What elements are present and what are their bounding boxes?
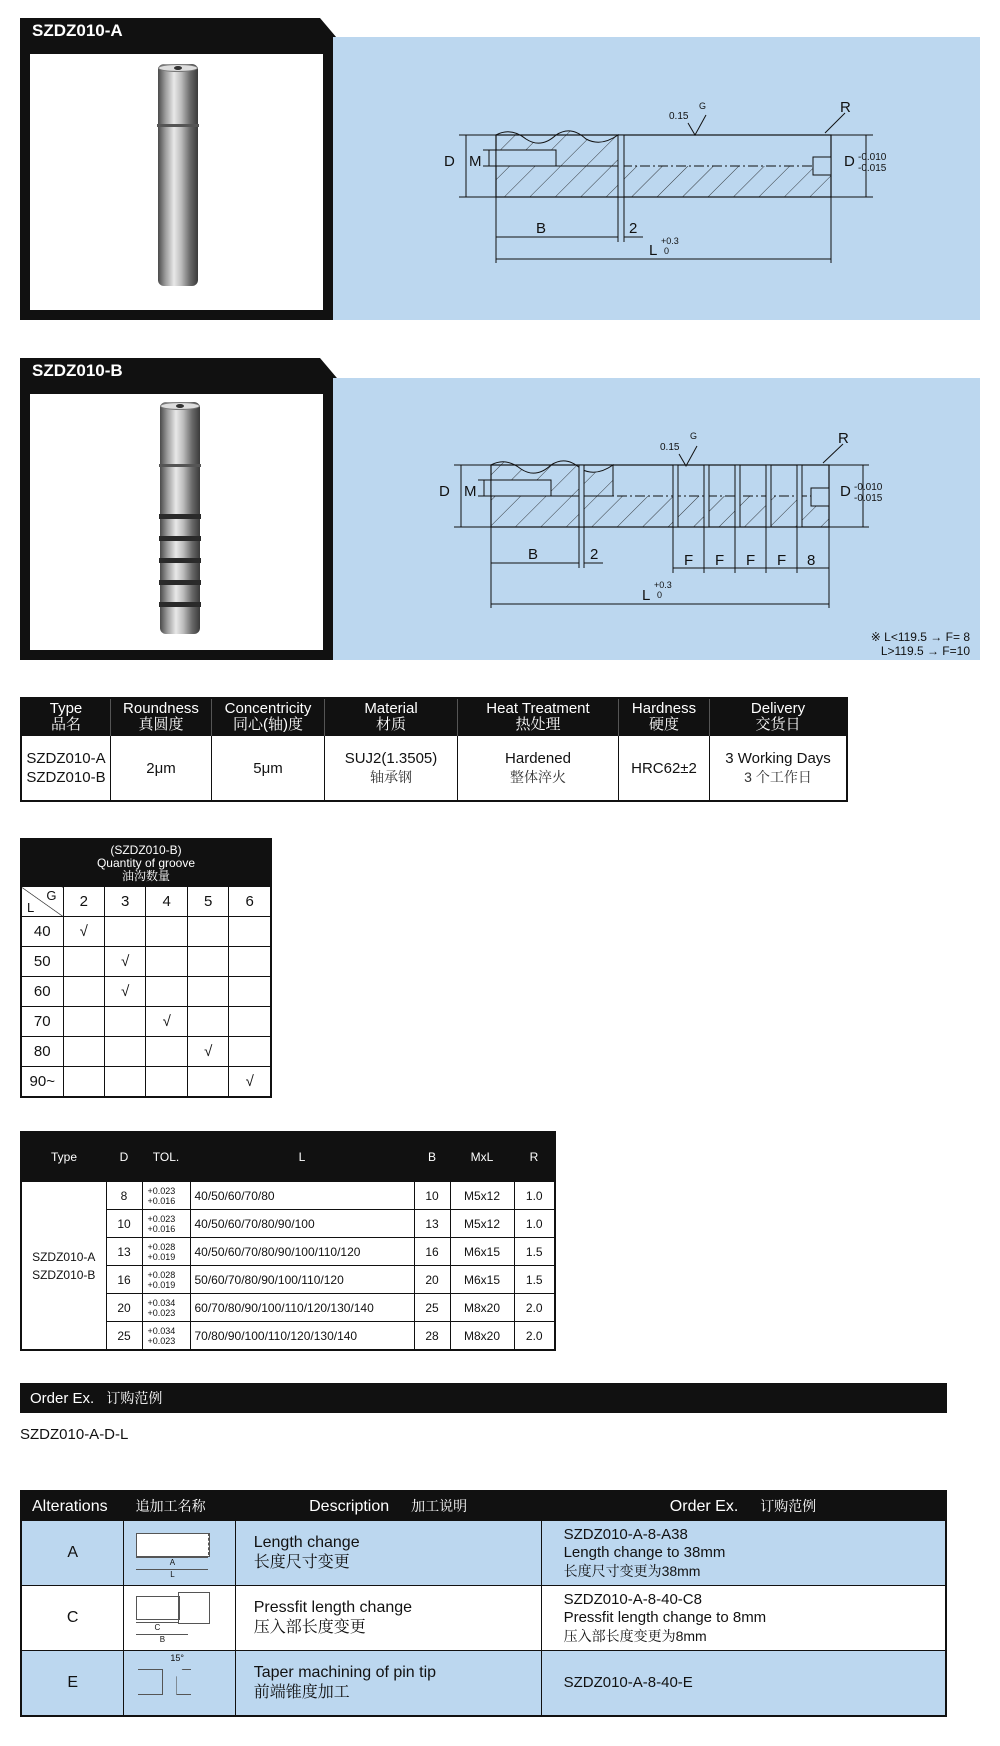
f-note-1: ※ L<119.5 → F= 8 bbox=[870, 630, 970, 644]
alt-code: C bbox=[21, 1586, 124, 1651]
groove-title: (SZDZ010-B) Quantity of groove 油沟数量 bbox=[21, 839, 271, 887]
dim-h-b: B bbox=[414, 1132, 450, 1182]
order-code: SZDZ010-A-D-L bbox=[20, 1426, 129, 1443]
dim-d-tol-lower: -0.015 bbox=[858, 163, 887, 174]
panel-a-drawing bbox=[333, 37, 980, 320]
alterations-table bbox=[20, 1490, 947, 1717]
dim-h-mxl: MxL bbox=[450, 1132, 514, 1182]
dim-d-left: D bbox=[444, 153, 455, 170]
groove-row bbox=[21, 1037, 271, 1067]
groove-cell: √ bbox=[146, 1007, 187, 1037]
spec-hardness: HRC62±2 bbox=[619, 736, 710, 802]
panel-a-title: SZDZ010-A bbox=[20, 18, 320, 44]
groove-col: 4 bbox=[146, 887, 187, 917]
groove-cell bbox=[104, 1067, 145, 1098]
groove-length: 70 bbox=[21, 1007, 63, 1037]
dim-8: 8 bbox=[807, 552, 816, 569]
groove-length: 50 bbox=[21, 947, 63, 977]
dim-d-right-b: D bbox=[840, 483, 851, 500]
alt-code: A bbox=[21, 1521, 124, 1586]
dim-l: 40/50/60/70/80/90/100 bbox=[190, 1210, 414, 1238]
dim-r-b: R bbox=[838, 430, 849, 447]
dim-d: 16 bbox=[106, 1266, 142, 1294]
spec-heat: Hardened 整体淬火 bbox=[458, 736, 619, 802]
alt-h-description: Description 加工说明 bbox=[235, 1491, 541, 1521]
dim-l: 40/50/60/70/80/90/100/110/120 bbox=[190, 1238, 414, 1266]
pin-image-a bbox=[158, 64, 198, 286]
spec-h-concentricity: Concentricity 同心(轴)度 bbox=[212, 698, 325, 736]
spec-roundness: 2μm bbox=[111, 736, 212, 802]
dim-m: M bbox=[469, 153, 482, 170]
groove-cell bbox=[146, 977, 187, 1007]
dim-d: 13 bbox=[106, 1238, 142, 1266]
dim-mxl: M6x15 bbox=[450, 1238, 514, 1266]
dim-l: 70/80/90/100/110/120/130/140 bbox=[190, 1322, 414, 1351]
dim-m-b: M bbox=[464, 483, 477, 500]
pin-image-b bbox=[160, 402, 200, 634]
dim-l-tol-upper-b: +0.3 bbox=[654, 580, 672, 590]
spec-type: SZDZ010-A SZDZ010-B bbox=[21, 736, 111, 802]
groove-cell bbox=[63, 1067, 104, 1098]
dim-f-1: F bbox=[684, 552, 694, 569]
dim-tol: +0.028 +0.019 bbox=[142, 1238, 190, 1266]
dim-r: 2.0 bbox=[514, 1322, 555, 1351]
dim-l: 50/60/70/80/90/100/110/120 bbox=[190, 1266, 414, 1294]
dim-l: 60/70/80/90/100/110/120/130/140 bbox=[190, 1294, 414, 1322]
dim-l: 40/50/60/70/80 bbox=[190, 1182, 414, 1210]
dim-tol: +0.034 +0.023 bbox=[142, 1322, 190, 1351]
dim-d-left-b: D bbox=[439, 483, 450, 500]
dim-d: 8 bbox=[106, 1182, 142, 1210]
groove-row bbox=[21, 947, 271, 977]
groove-row bbox=[21, 1007, 271, 1037]
spec-delivery: 3 Working Days 3 个工作日 bbox=[710, 736, 848, 802]
dim-mxl: M8x20 bbox=[450, 1294, 514, 1322]
alt-order: SZDZ010-A-8-40-E bbox=[541, 1651, 946, 1717]
groove-table bbox=[20, 838, 272, 1098]
dim-2: 2 bbox=[629, 220, 638, 237]
dim-g-value-b: 0.15 bbox=[660, 442, 680, 453]
groove-cell bbox=[229, 1007, 271, 1037]
groove-row bbox=[21, 1067, 271, 1098]
groove-col: 3 bbox=[104, 887, 145, 917]
f-note-2: L>119.5 → F=10 bbox=[880, 644, 970, 658]
groove-cell bbox=[104, 1007, 145, 1037]
dim-mxl: M6x15 bbox=[450, 1266, 514, 1294]
dim-b: 10 bbox=[414, 1182, 450, 1210]
groove-cell bbox=[229, 1037, 271, 1067]
alt-desc: Length change 长度尺寸变更 bbox=[235, 1521, 541, 1586]
dim-b: 13 bbox=[414, 1210, 450, 1238]
dim-r: 1.0 bbox=[514, 1210, 555, 1238]
dim-tol: +0.028 +0.019 bbox=[142, 1266, 190, 1294]
dim-d-tol-lower-b: -0.015 bbox=[854, 493, 883, 504]
groove-cell bbox=[146, 1037, 187, 1067]
groove-cell bbox=[187, 977, 228, 1007]
dim-d-tol-upper: -0.010 bbox=[858, 152, 887, 163]
groove-cell bbox=[63, 977, 104, 1007]
dim-tol: +0.023 +0.016 bbox=[142, 1182, 190, 1210]
dim-b: 28 bbox=[414, 1322, 450, 1351]
dim-d-right: D bbox=[844, 153, 855, 170]
dim-mxl: M8x20 bbox=[450, 1322, 514, 1351]
dim-d: 10 bbox=[106, 1210, 142, 1238]
groove-cell: √ bbox=[229, 1067, 271, 1098]
dim-h-l: L bbox=[190, 1132, 414, 1182]
dim-h-type: Type bbox=[21, 1132, 106, 1182]
dim-tol: +0.034 +0.023 bbox=[142, 1294, 190, 1322]
spec-h-material: Material 材质 bbox=[325, 698, 458, 736]
alt-order: SZDZ010-A-8-A38 Length change to 38mm 长度尺寸变更为38mm bbox=[541, 1521, 946, 1586]
groove-length: 90~ bbox=[21, 1067, 63, 1098]
dim-h-d: D bbox=[106, 1132, 142, 1182]
dim-r: 1.5 bbox=[514, 1266, 555, 1294]
groove-cell: √ bbox=[104, 977, 145, 1007]
groove-cell bbox=[229, 947, 271, 977]
dim-d: 20 bbox=[106, 1294, 142, 1322]
groove-cell bbox=[63, 947, 104, 977]
dim-b: 25 bbox=[414, 1294, 450, 1322]
drawing-a-svg bbox=[333, 37, 980, 320]
dim-r: R bbox=[840, 99, 851, 116]
groove-col: 5 bbox=[187, 887, 228, 917]
alteration-row-a bbox=[21, 1521, 946, 1586]
spec-h-roundness: Roundness 真圆度 bbox=[111, 698, 212, 736]
dim-r: 1.5 bbox=[514, 1238, 555, 1266]
dim-g-b: G bbox=[690, 431, 698, 441]
dim-f-3: F bbox=[746, 552, 756, 569]
dim-l-b: L bbox=[642, 587, 651, 604]
alt-sketch-a: A L bbox=[124, 1521, 235, 1586]
alteration-row-e bbox=[21, 1651, 946, 1717]
alt-desc: Taper machining of pin tip 前端锥度加工 bbox=[235, 1651, 541, 1717]
dimension-row bbox=[21, 1182, 555, 1210]
dim-mxl: M5x12 bbox=[450, 1210, 514, 1238]
alt-code: E bbox=[21, 1651, 124, 1717]
dim-h-tol: TOL. bbox=[142, 1132, 190, 1182]
spec-h-heat: Heat Treatment 热处理 bbox=[458, 698, 619, 736]
spec-material: SUJ2(1.3505) 轴承钢 bbox=[325, 736, 458, 802]
spec-table bbox=[20, 697, 848, 802]
dim-d-tol-upper-b: -0.010 bbox=[854, 482, 883, 493]
groove-cell bbox=[187, 1067, 228, 1098]
dimension-rows bbox=[21, 1182, 555, 1351]
dim-mxl: M5x12 bbox=[450, 1182, 514, 1210]
groove-cell bbox=[63, 1037, 104, 1067]
alt-sketch-e: 15° bbox=[124, 1651, 235, 1717]
dim-d: 25 bbox=[106, 1322, 142, 1351]
groove-cell bbox=[229, 917, 271, 947]
groove-rows bbox=[21, 917, 271, 1098]
dim-l: L bbox=[649, 242, 658, 259]
dim-r: 2.0 bbox=[514, 1294, 555, 1322]
groove-col: 2 bbox=[63, 887, 104, 917]
dim-r: 1.0 bbox=[514, 1182, 555, 1210]
dim-l-tol-lower: 0 bbox=[664, 246, 670, 256]
groove-length: 40 bbox=[21, 917, 63, 947]
groove-length: 60 bbox=[21, 977, 63, 1007]
groove-cell: √ bbox=[187, 1037, 228, 1067]
groove-cell bbox=[104, 917, 145, 947]
groove-col: 6 bbox=[229, 887, 271, 917]
groove-cell bbox=[63, 1007, 104, 1037]
groove-cell: √ bbox=[104, 947, 145, 977]
panel-b-title: SZDZ010-B bbox=[20, 358, 320, 384]
dim-f-2: F bbox=[715, 552, 725, 569]
groove-cell: √ bbox=[63, 917, 104, 947]
dim-b: 20 bbox=[414, 1266, 450, 1294]
groove-cell bbox=[187, 1007, 228, 1037]
spec-h-hardness: Hardness 硬度 bbox=[619, 698, 710, 736]
groove-row bbox=[21, 917, 271, 947]
alt-desc: Pressfit length change 压入部长度变更 bbox=[235, 1586, 541, 1651]
dim-g-value: 0.15 bbox=[669, 111, 689, 122]
panel-b-photo bbox=[20, 384, 333, 660]
groove-cell bbox=[146, 917, 187, 947]
dim-l-tol-upper: +0.3 bbox=[661, 236, 679, 246]
groove-cell bbox=[187, 947, 228, 977]
groove-corner: L G bbox=[21, 887, 63, 917]
groove-cell bbox=[146, 947, 187, 977]
dim-2-b: 2 bbox=[590, 546, 599, 563]
spec-h-delivery: Delivery 交货日 bbox=[710, 698, 848, 736]
dim-b: 16 bbox=[414, 1238, 450, 1266]
spec-h-type: Type 品名 bbox=[21, 698, 111, 736]
groove-cell bbox=[187, 917, 228, 947]
dim-h-r: R bbox=[514, 1132, 555, 1182]
dim-b: B bbox=[536, 220, 547, 237]
alteration-row-c bbox=[21, 1586, 946, 1651]
groove-length: 80 bbox=[21, 1037, 63, 1067]
dim-g: G bbox=[699, 101, 707, 111]
dim-l-tol-lower-b: 0 bbox=[657, 590, 663, 600]
panel-b-drawing bbox=[333, 378, 980, 660]
groove-cell bbox=[146, 1067, 187, 1098]
groove-row bbox=[21, 977, 271, 1007]
alt-h-order: Order Ex. 订购范例 bbox=[541, 1491, 946, 1521]
spec-concentricity: 5μm bbox=[212, 736, 325, 802]
groove-cell bbox=[229, 977, 271, 1007]
dim-b-b: B bbox=[528, 546, 539, 563]
alt-sketch-c: C B bbox=[124, 1586, 235, 1651]
dimension-table bbox=[20, 1131, 556, 1351]
panel-a-photo bbox=[20, 44, 333, 320]
dim-f-4: F bbox=[777, 552, 787, 569]
dim-tol: +0.023 +0.016 bbox=[142, 1210, 190, 1238]
dim-type: SZDZ010-A SZDZ010-B bbox=[21, 1182, 106, 1351]
alt-order: SZDZ010-A-8-40-C8 Pressfit length change to 8mm 压入部长度变更为8mm bbox=[541, 1586, 946, 1651]
order-bar: Order Ex. 订购范例 bbox=[20, 1383, 947, 1413]
groove-cell bbox=[104, 1037, 145, 1067]
alt-h-alterations: Alterations 追加工名称 bbox=[21, 1491, 235, 1521]
drawing-b-svg bbox=[333, 378, 980, 660]
